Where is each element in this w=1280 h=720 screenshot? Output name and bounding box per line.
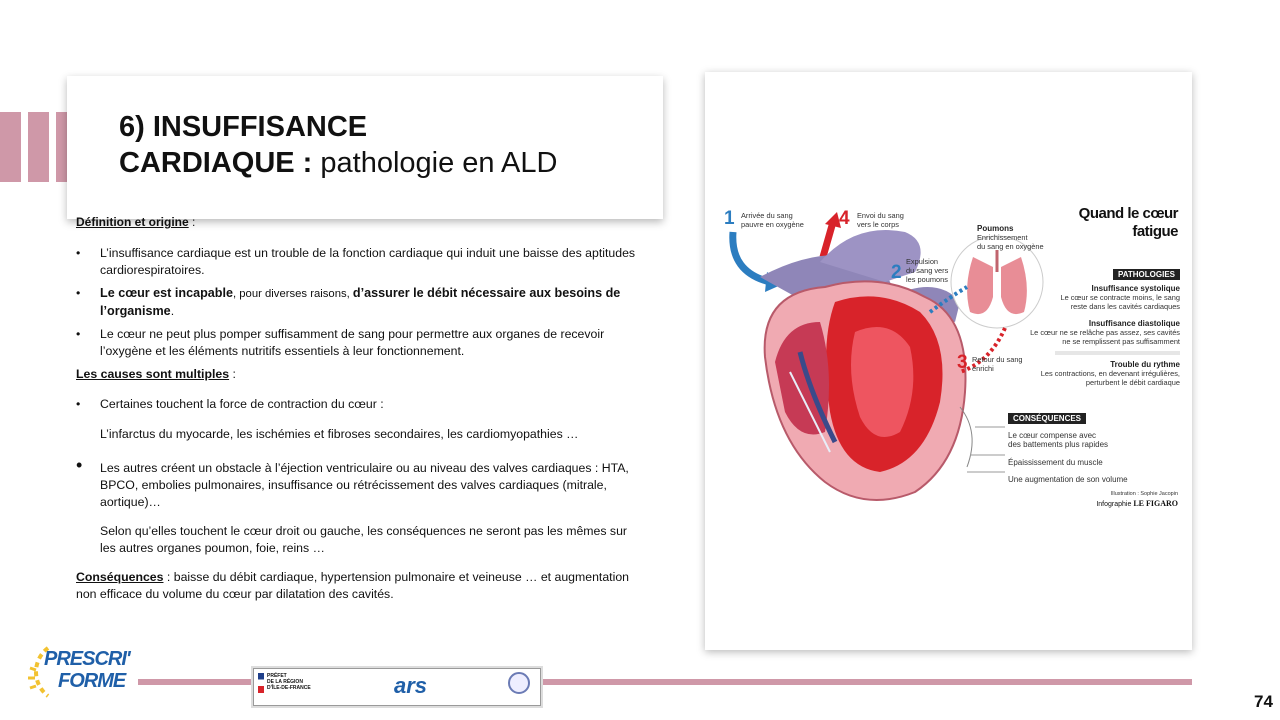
lungs-label-line: Enrichissement xyxy=(977,233,1028,242)
step-label-line: enrichi xyxy=(972,364,994,373)
heading-colon: : xyxy=(229,367,236,381)
consequences-heading: Conséquences xyxy=(76,570,164,584)
pathology-text: perturbent le débit cardiaque xyxy=(1085,378,1180,387)
step-label-line: Envoi du sang xyxy=(857,211,904,220)
heading-colon: : xyxy=(188,215,196,229)
step-number: 4 xyxy=(839,208,850,229)
bullet-item xyxy=(76,245,644,279)
blue-arrow-icon xyxy=(733,232,770,282)
consequences-panel xyxy=(1008,408,1128,484)
bullet-icon: • xyxy=(76,397,81,411)
step-label xyxy=(741,211,804,229)
bullet-detail: L’infarctus du myocarde, les ischémies et fibroses secondaires, les cardiomyopathies … xyxy=(100,427,579,441)
step-number: 1 xyxy=(724,208,735,229)
lungs-title: Poumons xyxy=(977,224,1014,233)
ars-logo: ars xyxy=(394,673,428,698)
causes-heading: Les causes sont multiples xyxy=(76,367,230,381)
step-label-line: les poumons xyxy=(906,275,948,284)
step-label-line: pauvre en oxygène xyxy=(741,220,804,229)
consequence-text: des battements plus rapides xyxy=(1008,440,1109,449)
credit-text: Illustration : Sophie Jacopin xyxy=(1110,491,1178,497)
bullet-text: . xyxy=(170,304,175,318)
bullet-item xyxy=(76,326,644,360)
bullet-item xyxy=(76,455,644,511)
pathologies-tag: PATHOLOGIES xyxy=(1113,269,1180,280)
logo-text: PRESCRI' xyxy=(44,648,130,670)
partner-text: DE LA RÉGION xyxy=(267,679,303,685)
credit-brand: LE FIGARO xyxy=(1133,499,1178,508)
credit-text: Infographie xyxy=(1096,501,1132,508)
figure-title-line: fatigue xyxy=(1132,223,1178,240)
lungs-label xyxy=(977,224,1044,251)
slide-title xyxy=(119,109,557,181)
consequence-text: Épaississement du muscle xyxy=(1008,458,1103,467)
seal-icon xyxy=(508,672,530,694)
bullet-text: , pour diverses raisons, xyxy=(232,288,353,300)
bullet-icon: • xyxy=(76,286,81,300)
step-label-line: Retour du sang xyxy=(972,355,1023,364)
step-label-line: vers le corps xyxy=(857,220,899,229)
bullet-detail: Selon qu’elles touchent le cœur droit ou gauche, les conséquences ne seront pas les mêmes sur les autres organes poumon, foie, reins … xyxy=(100,524,628,555)
bullet-item xyxy=(76,396,644,413)
slide-body xyxy=(76,214,644,603)
consequences-row xyxy=(76,569,644,603)
logo-text: FORME xyxy=(58,670,126,692)
pathology-text: Le cœur se contracte moins, le sang xyxy=(1060,293,1180,302)
definition-heading-row xyxy=(76,214,644,231)
step-label xyxy=(906,257,948,284)
title-bold-line-1: 6) INSUFFISANCE xyxy=(119,111,368,143)
pathology-text: reste dans les cavités cardiaques xyxy=(1070,302,1180,311)
title-bold-line-2: CARDIAQUE : xyxy=(119,147,313,179)
consequence-text: Une augmentation de son volume xyxy=(1008,475,1128,484)
causes-heading-row xyxy=(76,366,644,383)
title-card xyxy=(67,76,663,219)
step-number: 3 xyxy=(957,352,968,373)
step-label-line: du sang vers xyxy=(906,266,949,275)
prescriforme-logo xyxy=(22,628,142,704)
step-label xyxy=(972,355,1023,373)
bullet-icon: • xyxy=(76,327,81,341)
pathology-text: Le cœur ne se relâche pas assez, ses cavités xyxy=(1030,328,1180,337)
figure-title xyxy=(1079,205,1178,241)
bullet-text: L’insuffisance cardiaque est un trouble de la fonction cardiaque qui induit une baisse des aptitudes cardiorespiratoires. xyxy=(100,246,636,277)
lung-icon xyxy=(967,257,993,314)
partner-text: D'ÎLE-DE-FRANCE xyxy=(267,685,311,691)
consequences-tag: CONSÉQUENCES xyxy=(1008,413,1086,424)
pathology-text: Les contractions, en devenant irrégulières, xyxy=(1040,369,1180,378)
step-label-line: Expulsion xyxy=(906,257,939,266)
accent-bar xyxy=(0,112,21,182)
bullet-bold-text: Le cœur est incapable xyxy=(100,286,233,300)
pathology-title: Insuffisance diastolique xyxy=(1088,319,1180,328)
accent-bar xyxy=(28,112,49,182)
partner-text: PRÉFET xyxy=(267,673,287,679)
pathologies-panel xyxy=(1030,264,1180,387)
title-rest: pathologie en ALD xyxy=(312,147,558,179)
bullet-bold-text: d’assurer le débit nécessaire aux besoins de l’organisme xyxy=(100,286,621,318)
step-label-line: Arrivée du sang xyxy=(741,211,793,220)
consequences-text: : baisse du débit cardiaque, hypertension pulmonaire et veineuse … et augmentation non efficace du volume du cœur par dilatation des cavités. xyxy=(76,570,630,601)
figure-credit xyxy=(1096,490,1178,508)
heart-infographic xyxy=(705,72,1192,650)
bullet-item xyxy=(76,285,644,320)
bullet-icon: • xyxy=(76,455,83,475)
figure-title-line: Quand le cœur xyxy=(1078,205,1178,222)
step-number: 2 xyxy=(891,262,902,283)
pathology-title: Insuffisance systolique xyxy=(1091,284,1180,293)
bullet-text: Certaines touchent la force de contraction du cœur : xyxy=(100,397,384,411)
bullet-icon: • xyxy=(76,246,81,260)
pathology-title: Trouble du rythme xyxy=(1110,360,1180,369)
consequence-text: Le cœur compense avec xyxy=(1008,431,1097,440)
definition-heading: Définition et origine xyxy=(76,215,189,229)
partner-logos xyxy=(253,668,541,706)
bullet-text: Les autres créent un obstacle à l’éjection ventriculaire ou au niveau des valves cardiaques : HTA, BPCO, embolies pulmonaires, insuffisance ou rétrécissement des valves cardiaques (mitrale, aortique)… xyxy=(100,461,629,509)
bullet-text: Le cœur ne peut plus pomper suffisamment de sang pour permettre aux organes de recevoir l’oxygène et les éléments nutritifs essentiels à leur fonctionnement. xyxy=(100,327,605,358)
lungs-label-line: du sang en oxygène xyxy=(977,242,1044,251)
pathology-text: ne se remplissent pas suffisamment xyxy=(1062,337,1180,346)
step-label xyxy=(857,211,904,229)
page-number: 74 xyxy=(1254,692,1273,711)
